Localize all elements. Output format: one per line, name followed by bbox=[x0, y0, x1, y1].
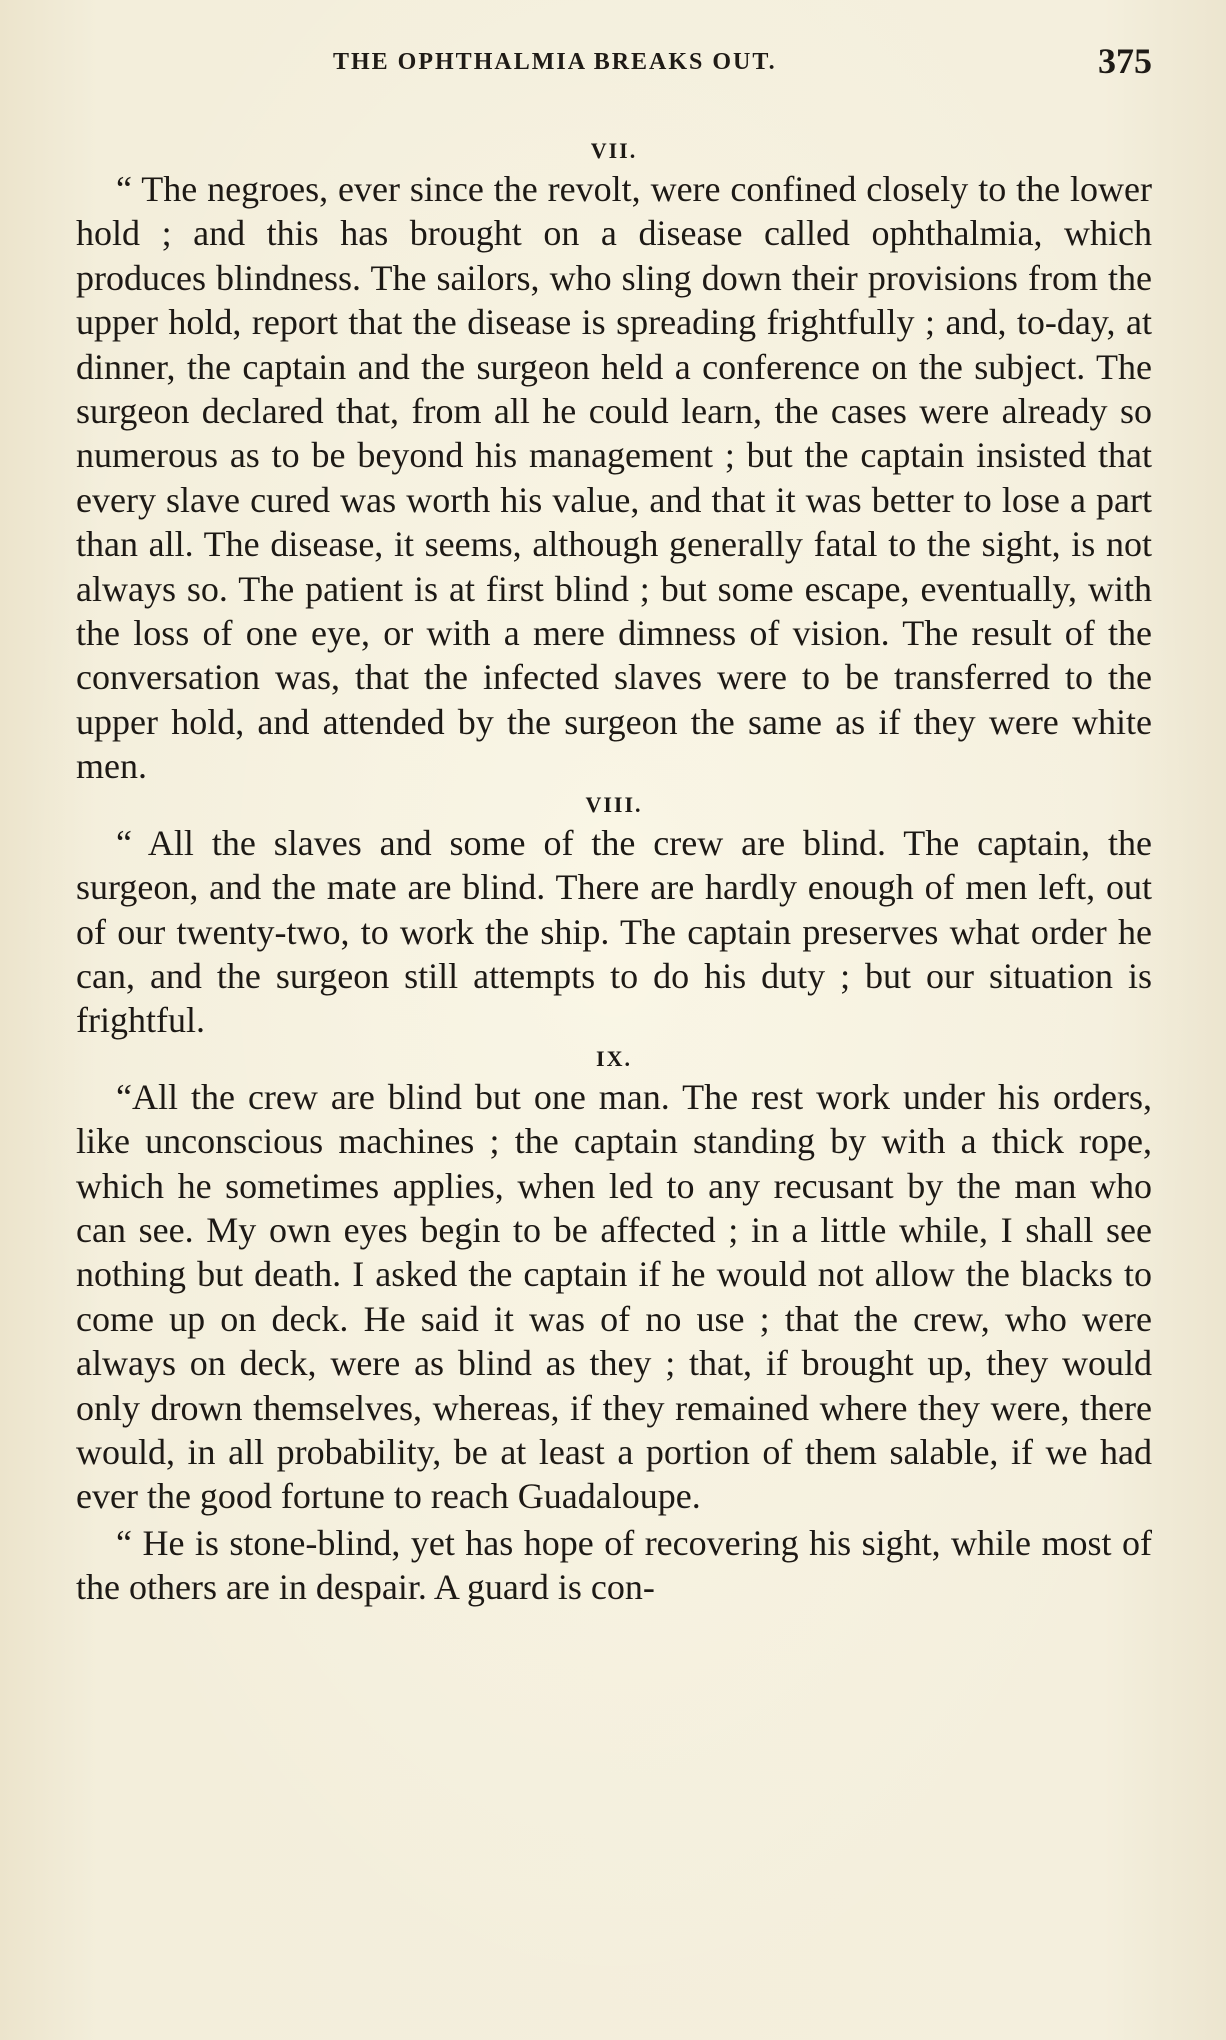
body-text bbox=[76, 135, 1152, 1610]
section-numeral: VII. bbox=[590, 138, 638, 163]
paragraph: “ The negroes, ever since the revolt, were confined closely to the lower hold ; and this has brought on a disease called ophthalmia, which produces blindness. The sailors, who sling down their provisions from the upper hold, report that the disease is spreading frightfully ; and, to-day, at dinner, the captain and the surgeon held a conference on the subject. The surgeon declared that, from all he could learn, the cases were already so numerous as to be beyond his management ; but the captain insisted that every slave cured was worth his value, and that it was better to lose a part than all. The disease, it seems, although generally fatal to the sight, is not always so. The patient is at first blind ; but some escape, eventually, with the loss of one eye, or with a mere dimness of vision. The result of the conversation was, that the infected slaves were to be transferred to the upper hold, and attended by the surgeon the same as if they were white men. bbox=[76, 169, 1152, 787]
paragraph: “ He is stone-blind, yet has hope of recovering his sight, while most of the others are in despair. A guard is con- bbox=[76, 1522, 1152, 1608]
section-numeral: VIII. bbox=[585, 791, 643, 817]
running-head bbox=[78, 40, 1152, 90]
paragraph: “ All the slaves and some of the crew are blind. The captain, the surgeon, and the mate are blind. There are hardly enough of men left, out of our twenty-two, to work the ship. The captain preserves what order he can, and the surgeon still attempts to do his duty ; but our situation is frightful. bbox=[76, 822, 1152, 1041]
paragraph: “All the crew are blind but one man. The rest work under his orders, like unconscious machines ; the captain standing by with a thick rope, which he sometimes applies, when led to any recusant by the man who can see. My own eyes begin to be affected ; in a little while, I shall see nothing but death. I asked the captain if he would not allow the blacks to come up on deck. He said it was of no use ; that the crew, who were always on deck, were as blind as they ; that, if brought up, they would only drown themselves, whereas, if they remained where they were, there would, in all probability, be at least a portion of them salable, if we had ever the good fortune to reach Guadaloupe. bbox=[76, 1076, 1152, 1517]
running-title: THE OPHTHALMIA BREAKS OUT. bbox=[333, 49, 777, 75]
page-number: 375 bbox=[1098, 41, 1152, 81]
section-numeral: IX. bbox=[596, 1045, 632, 1071]
